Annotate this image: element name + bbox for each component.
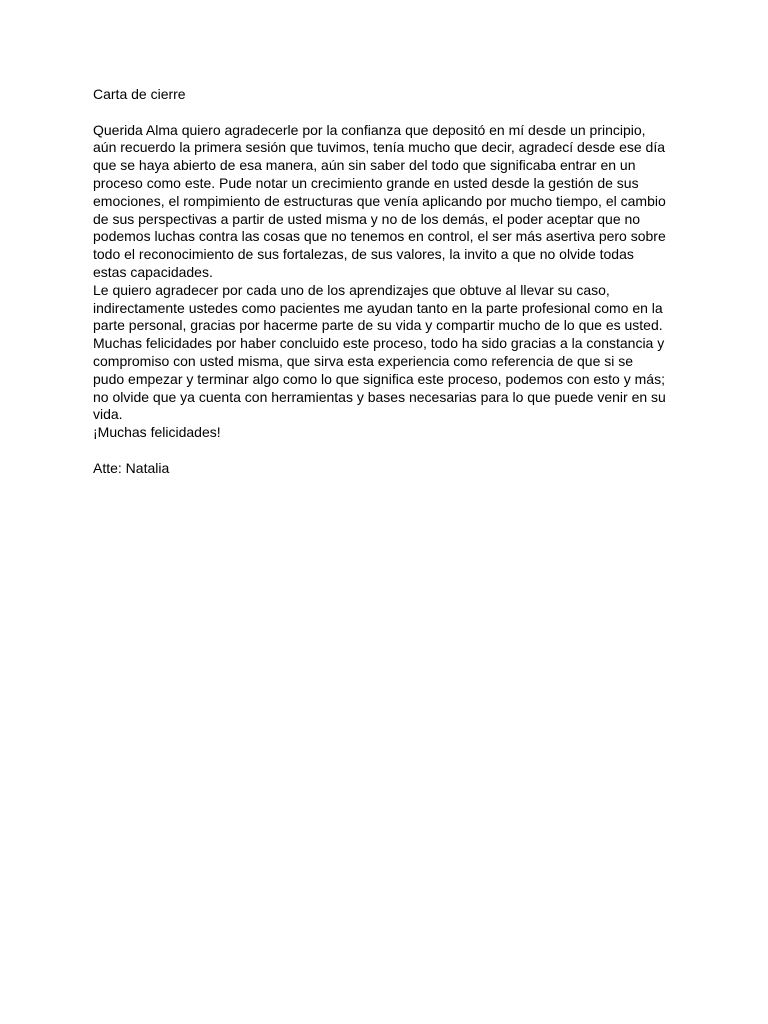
paragraph-line: no olvide que ya cuenta con herramientas y bases necesarias para lo que puede venir en su (93, 388, 666, 405)
paragraph-learnings (93, 282, 693, 335)
paragraph-line: todo el reconocimiento de sus fortalezas, de sus valores, la invito a que no olvide todas (93, 246, 634, 263)
paragraph-line: compromiso con usted misma, que sirva esta experiencia como referencia de que si se (93, 352, 634, 369)
paragraph-line: estas capacidades. (93, 263, 213, 280)
signature: Atte: Natalia (93, 459, 170, 476)
paragraph-gratitude (93, 122, 693, 282)
letter-title: Carta de cierre (93, 86, 186, 102)
paragraph-congratulations (93, 335, 693, 424)
paragraph-line: Muchas felicidades por haber concluido este proceso, todo ha sido gracias a la constancia y (93, 335, 665, 352)
paragraph-line: pudo empezar y terminar algo como lo que significa este proceso, podemos con esto y más; (93, 370, 665, 387)
blank-line (93, 104, 693, 122)
paragraph-line: podemos luchas contra las cosas que no tenemos en control, el ser más asertiva pero sobre (93, 228, 666, 245)
paragraph-line: Querida Alma quiero agradecerle por la confianza que depositó en mí desde un principio, (93, 121, 646, 138)
letter-body (93, 86, 693, 478)
paragraph-line: emociones, el rompimiento de estructuras que venía aplicando por mucho tiempo, el cambio (93, 192, 666, 209)
paragraph-line: aún recuerdo la primera sesión que tuvimos, tenía mucho que decir, agradecí desde ese día (93, 139, 666, 156)
paragraph-line: proceso como este. Pude notar un crecimiento grande en usted desde la gestión de sus (93, 174, 639, 191)
paragraph-line: indirectamente ustedes como pacientes me ayudan tanto en la parte profesional como en la (93, 299, 663, 316)
paragraph-line: parte personal, gracias por hacerme parte de su vida y compartir mucho de lo que es usted. (93, 317, 663, 334)
paragraph-line: de sus perspectivas a partir de usted misma y no de los demás, el poder aceptar que no (93, 210, 641, 227)
blank-line (93, 442, 693, 460)
paragraph-line: que se haya abierto de esa manera, aún sin saber del todo que significaba entrar en un (93, 157, 636, 174)
paragraph-line: Le quiero agradecer por cada uno de los aprendizajes que obtuve al llevar su caso, (93, 281, 610, 298)
closing-exclamation: ¡Muchas felicidades! (93, 424, 221, 441)
paragraph-line: vida. (93, 406, 123, 423)
